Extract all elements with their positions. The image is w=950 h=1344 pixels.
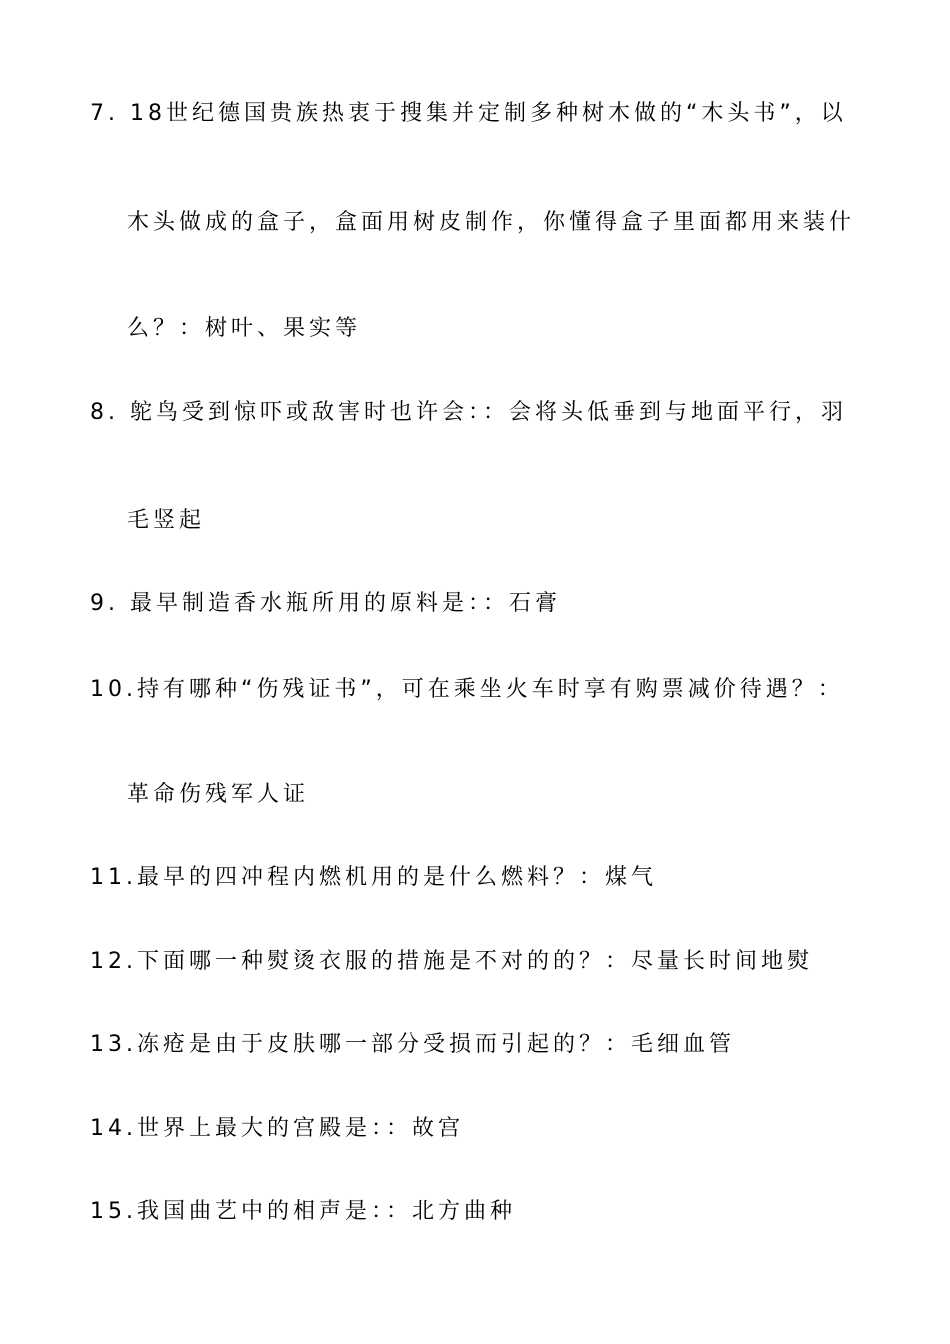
question-7-line-3: 么？：树叶、果实等 <box>127 316 362 341</box>
question-7-line-1: 7. 18世纪德国贵族热衷于搜集并定制多种树木做的“木头书”，以 <box>90 101 847 126</box>
question-12-line: 12.下面哪一种熨烫衣服的措施是不对的的？：尽量长时间地熨 <box>90 949 813 974</box>
question-10-line-2: 革命伤残军人证 <box>127 782 310 807</box>
question-15-line: 15.我国曲艺中的相声是：：北方曲种 <box>90 1199 516 1224</box>
question-8-line-2: 毛竖起 <box>127 508 206 533</box>
question-10-line-1: 10.持有哪种“伤残证书”，可在乘坐火车时享有购票减价待遇？： <box>90 677 844 702</box>
question-9-line: 9. 最早制造香水瓶所用的原料是：：石膏 <box>90 591 561 616</box>
question-14-line: 14.世界上最大的宫殿是：：故宫 <box>90 1116 464 1141</box>
question-8-line-1: 8. 鸵鸟受到惊吓或敌害时也许会：：会将头低垂到与地面平行，羽 <box>90 400 847 425</box>
question-7-line-2: 木头做成的盒子，盒面用树皮制作，你懂得盒子里面都用来装什 <box>127 210 856 235</box>
question-11-line: 11.最早的四冲程内燃机用的是什么燃料？：煤气 <box>90 865 657 890</box>
question-13-line: 13.冻疮是由于皮肤哪一部分受损而引起的？：毛细血管 <box>90 1032 735 1057</box>
